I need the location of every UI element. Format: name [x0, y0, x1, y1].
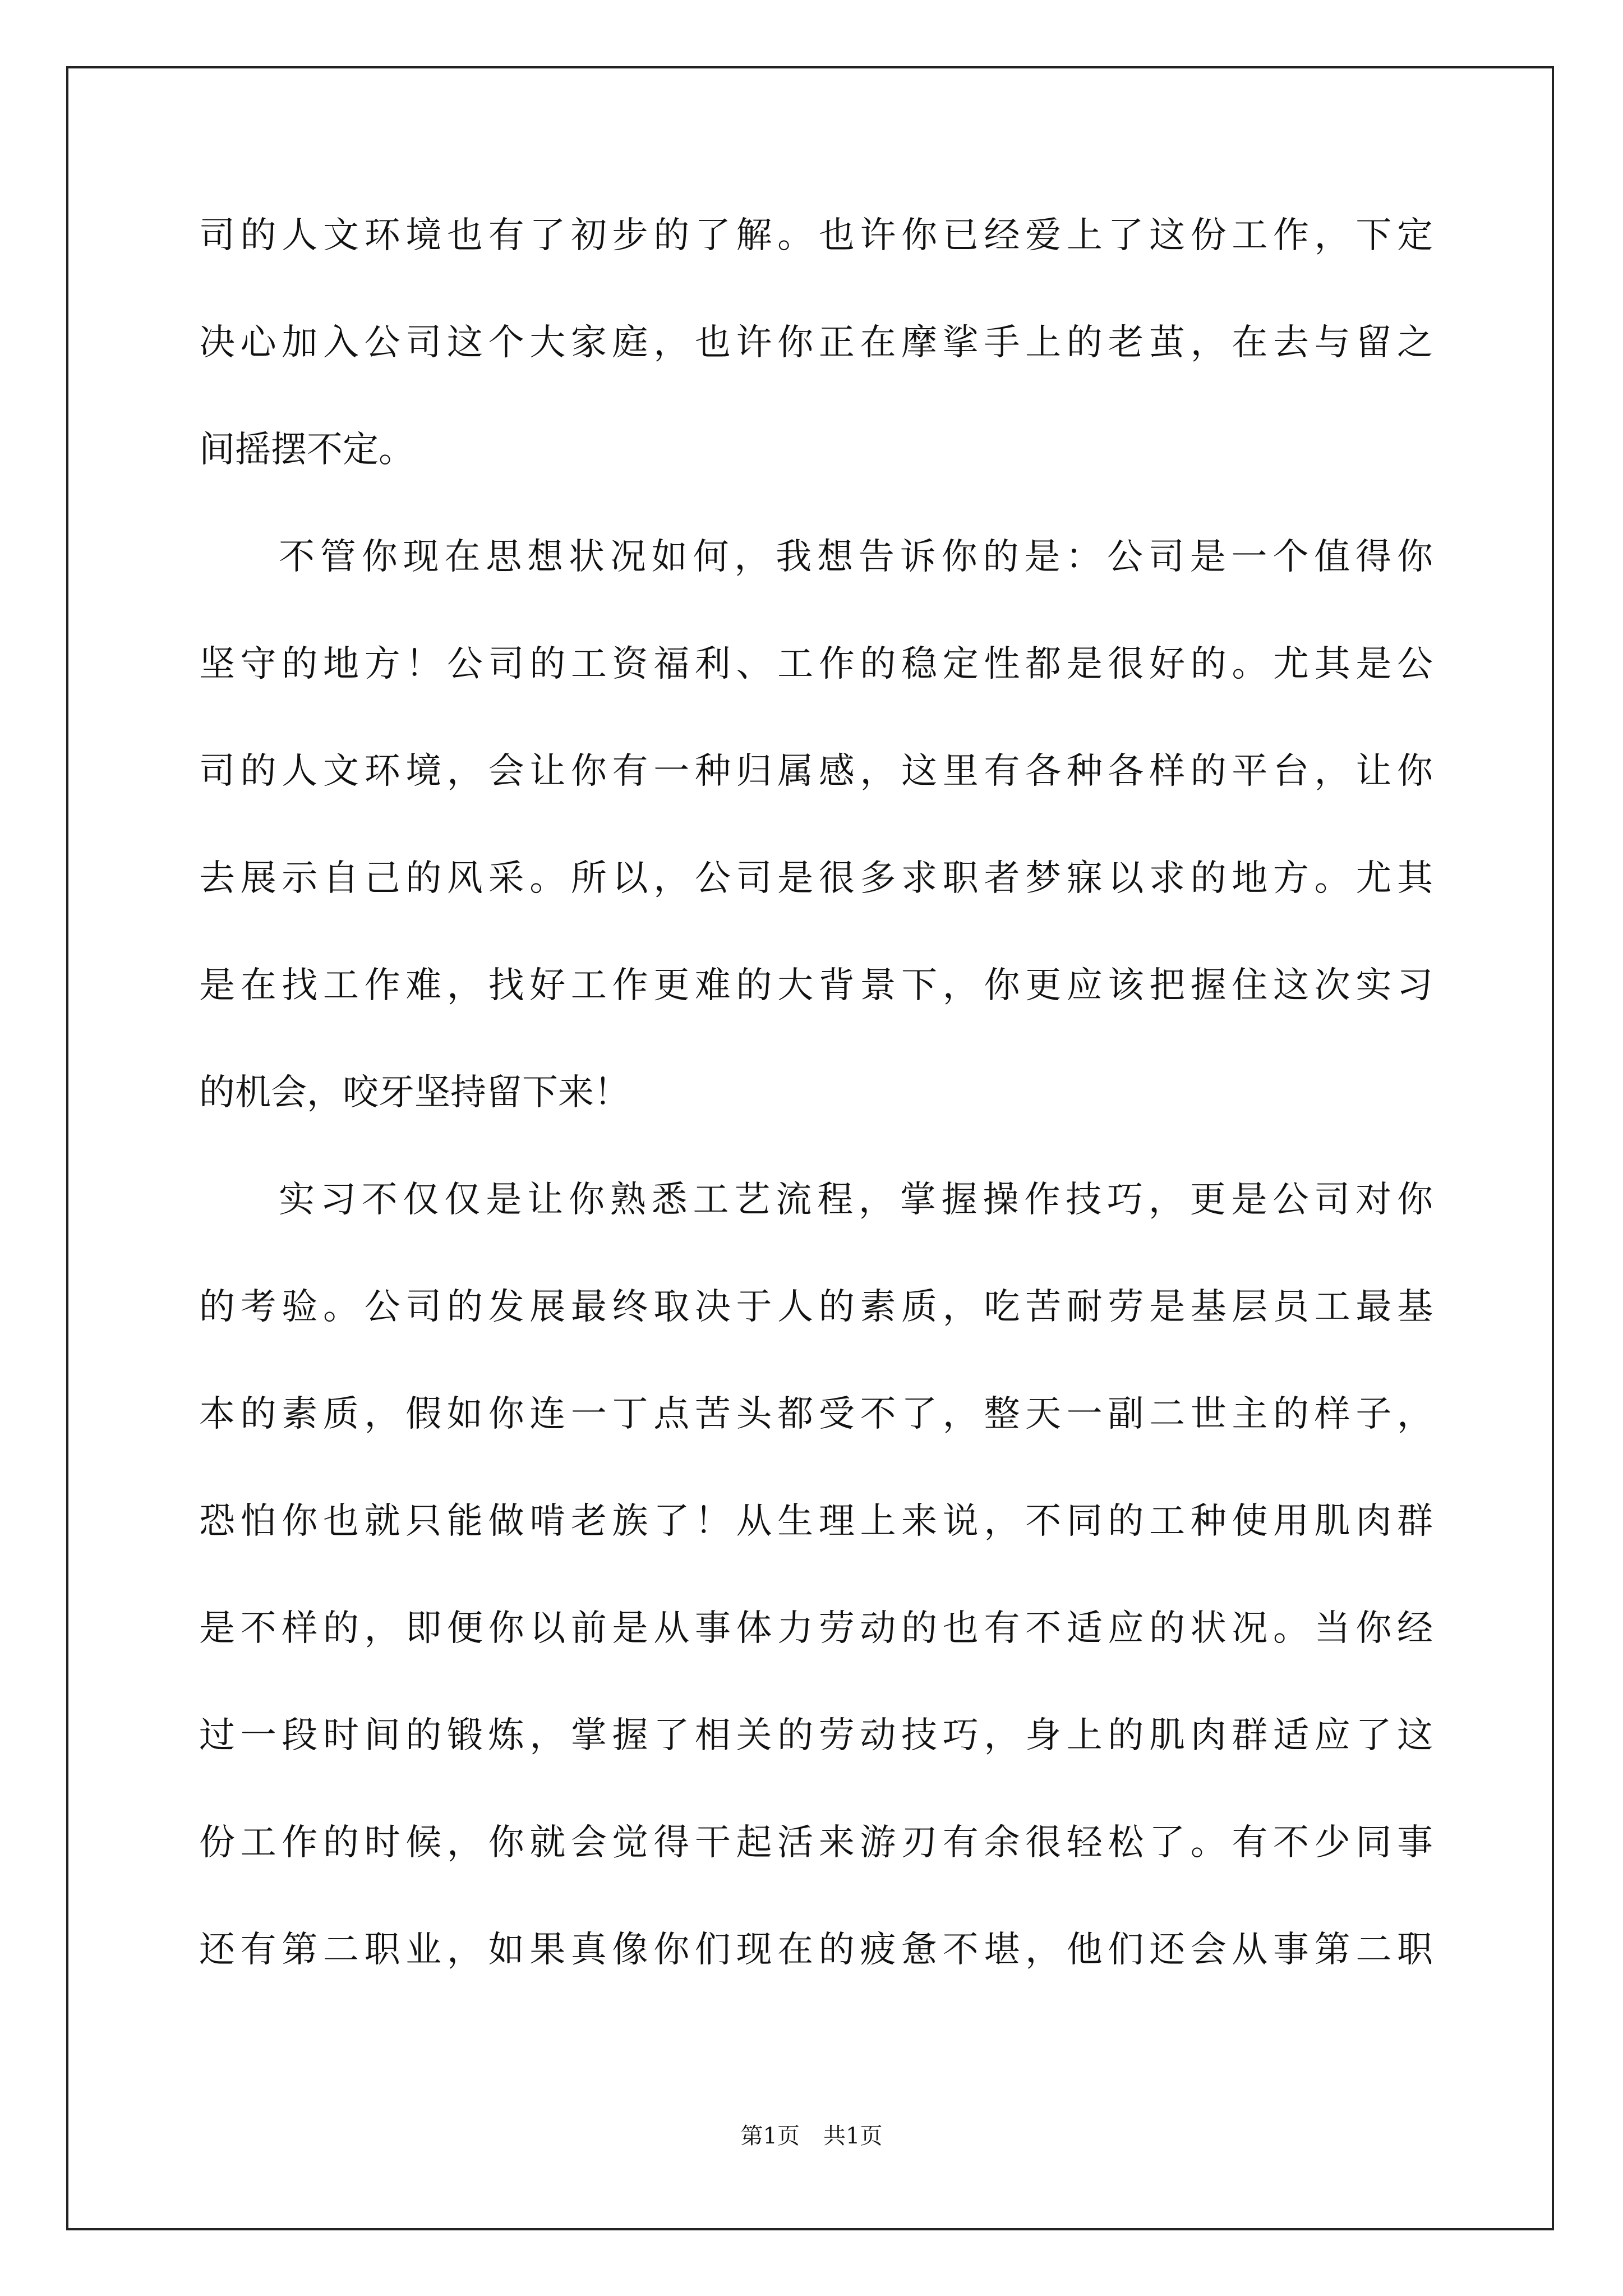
text-line: 间摇摆不定。 — [199, 429, 414, 471]
text-line: 恐怕你也就只能做啃老族了！从生理上来说，不同的工种使用肌肉群 — [199, 1501, 1433, 1542]
text-line: 司的人文环境也有了初步的了解。也许你已经爱上了这份工作，下定 — [199, 215, 1433, 256]
paragraph-first-line: 不管你现在思想状况如何，我想告诉你的是：公司是一个值得你 — [279, 536, 1433, 578]
text-line: 决心加入公司这个大家庭，也许你正在摩挲手上的老茧，在去与留之 — [199, 322, 1433, 364]
text-line: 坚守的地方！公司的工资福利、工作的稳定性都是很好的。尤其是公 — [199, 643, 1433, 685]
text-line: 司的人文环境，会让你有一种归属感，这里有各种各样的平台，让你 — [199, 751, 1433, 792]
page-footer — [0, 2125, 1623, 2147]
paragraph-first-line: 实习不仅仅是让你熟悉工艺流程，掌握操作技巧，更是公司对你 — [279, 1179, 1433, 1221]
text-line: 是不样的，即便你以前是从事体力劳动的也有不适应的状况。当你经 — [199, 1608, 1433, 1649]
text-line: 份工作的时候，你就会觉得干起活来游刃有余很轻松了。有不少同事 — [199, 1822, 1433, 1864]
page-border — [66, 66, 1554, 2230]
page-total: 共1页 — [823, 2123, 883, 2149]
text-line: 是在找工作难，找好工作更难的大背景下，你更应该把握住这次实习 — [199, 965, 1433, 1006]
text-line: 去展示自己的风采。所以，公司是很多求职者梦寐以求的地方。尤其 — [199, 858, 1433, 899]
text-line: 的机会，咬牙坚持留下来！ — [199, 1072, 630, 1114]
text-line: 过一段时间的锻炼，掌握了相关的劳动技巧，身上的肌肉群适应了这 — [199, 1715, 1433, 1756]
text-line: 的考验。公司的发展最终取决于人的素质，吃苦耐劳是基层员工最基 — [199, 1286, 1433, 1328]
text-line: 还有第二职业，如果真像你们现在的疲惫不堪，他们还会从事第二职 — [199, 1929, 1433, 1971]
text-line: 本的素质，假如你连一丁点苦头都受不了，整天一副二世主的样子， — [199, 1393, 1433, 1435]
page-number: 第1页 — [740, 2123, 800, 2149]
